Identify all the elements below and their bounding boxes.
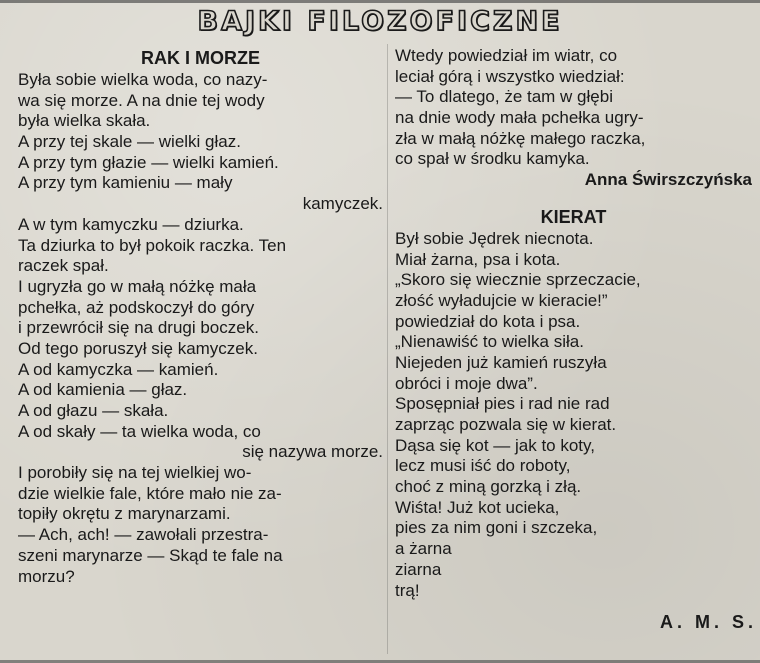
text-line: A od kamyczka — kamień. <box>18 359 219 379</box>
text-line: była wielka skała. <box>18 111 151 131</box>
text-line: kamyczek. <box>302 194 383 214</box>
text-line: „Nienawiść to wielka siła. <box>395 332 584 352</box>
text-line: A od głazu — skała. <box>18 401 169 420</box>
text-line: zaprząc pozwala się w kierat. <box>395 415 617 434</box>
left-column <box>18 46 383 587</box>
section-heading: RAK I MORZE <box>141 48 260 68</box>
text-line: ziarna <box>395 559 442 579</box>
text-line: dzie wielkie fale, które mało nie za- <box>18 483 282 503</box>
text-line: Wtedy powiedział im wiatr, co <box>395 46 618 65</box>
spacer <box>395 191 752 205</box>
text-line: A w tym kamyczku — dziurka. <box>18 214 244 234</box>
text-line: Była sobie wielka woda, co nazy- <box>18 70 268 89</box>
text-line: i przewrócił się na drugi boczek. <box>18 318 259 338</box>
text-line: złość wyładujcie w kieracie!” <box>395 290 608 310</box>
text-line: a żarna <box>395 539 452 559</box>
text-line: A od skały — ta wielka woda, co <box>18 421 261 441</box>
text-line: Ta dziurka to był pokoik raczka. Ten <box>18 235 287 255</box>
text-line: Sposępniał pies i rad nie rad <box>395 394 610 414</box>
text-line: „Skoro się wiecznie sprzeczacie, <box>395 270 641 290</box>
text-line: A przy tym głazie — wielki kamień. <box>18 152 279 172</box>
text-line: Dąsa się kot — jak to koty, <box>395 435 595 455</box>
text-line: trą! <box>395 580 420 600</box>
text-line: szeni marynarze — Skąd te fale na <box>18 545 283 565</box>
section-heading: KIERAT <box>540 206 607 227</box>
text-line: Miał żarna, psa i kota. <box>395 249 561 269</box>
text-line: na dnie wody mała pchełka ugry- <box>395 108 644 128</box>
text-line: — To dlatego, że tam w głębi <box>395 87 613 107</box>
text-line: pies za nim goni i szczeka, <box>395 518 598 538</box>
column-divider <box>387 44 388 654</box>
text-line: leciał górą i wszystko wiedział: <box>395 66 625 86</box>
author-name: Anna Świrszczyńska <box>584 170 752 190</box>
text-line: A przy tym kamieniu — mały <box>18 173 233 193</box>
text-line: co spał w środku kamyka. <box>395 149 590 169</box>
text-line: A od kamienia — głaz. <box>18 380 188 400</box>
text-line: się nazywa morze. <box>242 442 383 462</box>
text-line: — Ach, ach! — zawołali przestra- <box>18 525 269 545</box>
text-line: raczek spał. <box>18 256 109 276</box>
text-line: pchełka, aż podskoczył do góry <box>18 297 255 317</box>
text-line: Był sobie Jędrek niecnota. <box>395 228 594 248</box>
right-column <box>395 46 752 601</box>
text-line: topiły okrętu z marynarzami. <box>18 504 231 524</box>
text-line: zła w małą nóżkę małego raczka, <box>395 128 646 148</box>
text-line: Wiśta! Już kot ucieka, <box>395 497 560 517</box>
text-line: lecz musi iść do roboty, <box>395 456 571 476</box>
author-initials: A. M. S. <box>660 612 758 632</box>
text-line: I ugryzła go w małą nóżkę mała <box>18 276 257 296</box>
text-line: choć z miną gorzką i złą. <box>395 477 582 497</box>
text-line: Niejeden już kamień ruszyła <box>395 352 607 372</box>
page-title: BAJKI FILOZOFICZNE <box>197 6 563 37</box>
text-line: obróci i moje dwa”. <box>395 373 538 393</box>
text-line: morzu? <box>18 566 75 586</box>
text-line: I porobiły się na tej wielkiej wo- <box>18 463 252 483</box>
text-line: wa się morze. A na dnie tej wody <box>18 90 265 110</box>
top-rule <box>0 0 760 3</box>
text-line: Od tego poruszył się kamyczek. <box>18 338 258 358</box>
text-line: powiedział do kota i psa. <box>395 311 581 331</box>
text-line: A przy tej skale — wielki głaz. <box>18 132 241 152</box>
